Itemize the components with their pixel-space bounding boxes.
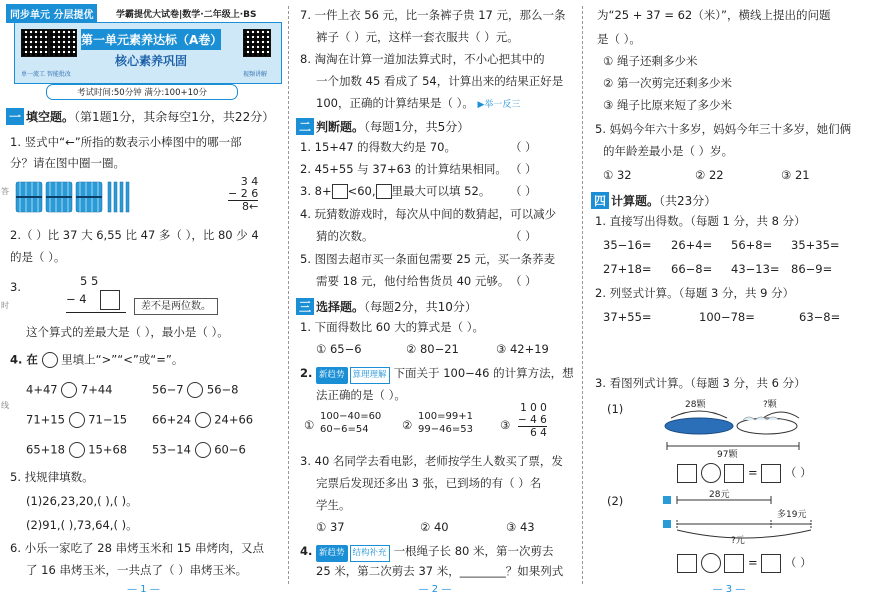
q6-line1: 6. 小乐一家吃了 28 串烤玉米和 15 串烤肉，又点 xyxy=(10,541,265,555)
calc-item[interactable]: 66−8= xyxy=(671,262,713,276)
qr-caption: 单一流工 智能批改 xyxy=(21,71,71,78)
extend-link[interactable]: ▶举一反三 xyxy=(477,100,521,110)
q4-circle-icon xyxy=(42,352,58,368)
compare-circle[interactable] xyxy=(195,442,211,458)
judge-4-line2: 猜的次数。 xyxy=(316,229,374,243)
section-title: 填空题。 xyxy=(26,110,75,124)
fig2-top-label: 28元 xyxy=(709,490,730,500)
topic-badge: 结构补充 xyxy=(350,545,390,562)
judge-5-line1: 5. 图图去超市买一条面包需要 25 元，买一条荞麦 xyxy=(300,252,556,266)
q7-line1: 7. 一件上衣 56 元，比一条裤子贵 17 元，那么一条 xyxy=(300,8,566,22)
calc-item[interactable]: 56+8= xyxy=(731,238,773,252)
q8-line1: 8. 淘淘在计算一道加法算式时，不小心把其中的 xyxy=(300,52,545,66)
calc-2-prompt: 2. 列竖式计算。（每题 3 分，共 9 分） xyxy=(595,286,795,300)
choice-2-option3: 1 0 0 − 4 6 6 4 xyxy=(518,402,547,439)
choice-mark[interactable]: ② xyxy=(402,418,413,432)
answer-paren[interactable]: （ ） xyxy=(510,140,537,154)
compare-circle[interactable] xyxy=(69,412,85,428)
fig2-right-label: 多19元 xyxy=(777,510,807,520)
fig2-bottom-label: ?元 xyxy=(731,536,745,546)
q6-line2: 了 16 串烤玉米，一共点了（ ）串烤玉米。 xyxy=(26,563,248,577)
choice-2-option2: 100=99+1 99−46=53 xyxy=(418,411,473,435)
compare-circle[interactable] xyxy=(61,382,77,398)
q4-row: 65+18 15+68 xyxy=(26,442,128,457)
header-panel xyxy=(14,22,282,84)
choice-option[interactable]: ③ 21 xyxy=(781,168,810,182)
q1-line1: 1. 竖式中“←”所指的数表示小棒图中的哪一部 xyxy=(10,135,242,149)
series-tag: 同步单元 分层提优 xyxy=(6,4,97,23)
unit-blank[interactable]: （ ） xyxy=(784,465,812,480)
q3-line: 这个算式的差最大是（ ），最小是（ ）。 xyxy=(26,325,229,339)
page-number: — 3 — xyxy=(712,584,746,595)
vertical-calc[interactable]: 63−8= xyxy=(799,310,841,324)
choice-3-line1: 3. 40 名同学去看电影，老师按学生人数买了票，发 xyxy=(300,454,563,468)
q8-line2: 一个加数 45 看成了 54，计算出来的结果正好是 xyxy=(316,74,564,88)
calc-item[interactable]: 43−13= xyxy=(731,262,780,276)
choice-option[interactable]: ① 绳子还剩多少米 xyxy=(603,54,698,68)
qr-code-icon[interactable] xyxy=(243,29,271,57)
exam-title: 第一单元素养达标（A卷） xyxy=(81,29,221,50)
column-divider xyxy=(288,6,289,584)
compare-circle[interactable] xyxy=(69,442,85,458)
page-2 xyxy=(290,0,580,599)
q2-line1: 2.（ ）比 37 大 6,55 比 47 多（ ），比 80 少 4 xyxy=(10,228,259,242)
choice-option[interactable]: ② 80−21 xyxy=(406,342,459,356)
q8-text: 100，正确的计算结果是（ ）。 xyxy=(316,96,474,110)
unit-blank[interactable]: （ ） xyxy=(784,555,812,570)
answer-box[interactable] xyxy=(677,464,697,483)
exam-info: 考试时间:50分钟 满分:100+10分 xyxy=(46,84,238,100)
judge-4-line1: 4. 玩猜数游戏时，每次从中间的数猜起，可以减少 xyxy=(300,207,557,221)
choice-option[interactable]: ② 第一次剪完还剩多少米 xyxy=(603,76,732,90)
calc-1-prompt: 1. 直接写出得数。（每题 1 分，共 8 分） xyxy=(595,214,806,228)
trend-badge: 新趋势 xyxy=(316,545,348,562)
fig1-left-label: 28颗 xyxy=(685,400,706,410)
page-number: — 1 — xyxy=(127,584,160,595)
calc-item[interactable]: 86−9= xyxy=(791,262,833,276)
series-name: 学霸提优大试卷|数学·二年级上·BS xyxy=(116,10,257,20)
calc-item[interactable]: 35−16= xyxy=(603,238,652,252)
compare-circle[interactable] xyxy=(195,412,211,428)
judge-1: 1. 15+47 的得数大约是 70。 xyxy=(300,140,456,154)
fig2-label: (2) xyxy=(607,494,624,508)
answer-paren[interactable]: （ ） xyxy=(510,229,537,243)
section-fill-blank xyxy=(6,108,274,125)
vert-mid: − 2 6 xyxy=(228,187,259,200)
q2-line2: 的是（ ）。 xyxy=(10,250,66,264)
q5-part2: (2)91,( ),73,64,( )。 xyxy=(26,518,138,532)
q5-prompt: 5. 找规律填数。 xyxy=(10,470,94,484)
choice-4-line4: 是（ ）。 xyxy=(597,32,641,46)
section-calculation xyxy=(591,192,716,209)
trend-badge: 新趋势 xyxy=(316,367,348,384)
choice-mark[interactable]: ③ xyxy=(500,418,511,432)
fig1-total-label: 97颗 xyxy=(717,450,738,460)
section-desc: （每题1分，共5分） xyxy=(364,120,470,134)
margin-mark: 时 xyxy=(1,301,9,310)
sticks-figure[interactable] xyxy=(14,178,224,218)
judge-2: 2. 45+55 与 37+63 的计算结果相同。 xyxy=(300,162,507,176)
equation-row: = （ ） xyxy=(677,553,812,573)
choice-option[interactable]: ① 32 xyxy=(603,168,632,182)
calc-3-prompt: 3. 看图列式计算。（每题 3 分，共 6 分） xyxy=(595,376,806,390)
q4-suffix: 里填上“>”“<”或“=”。 xyxy=(61,352,184,367)
fig1-label: (1) xyxy=(607,402,624,416)
margin-mark: 答 xyxy=(1,187,9,196)
q3-top-digits: 5 5 xyxy=(80,274,99,288)
calc-item[interactable]: 26+4= xyxy=(671,238,713,252)
choice-5-line2: 的年龄差最小是（ ）岁。 xyxy=(603,144,734,158)
choice-option[interactable]: ③ 43 xyxy=(506,520,535,534)
section-desc: （第1题1分，其余每空1分，共22分） xyxy=(74,110,275,124)
q3-box[interactable] xyxy=(100,290,120,310)
answer-box[interactable] xyxy=(724,464,744,483)
choice-mark[interactable]: ① xyxy=(304,418,315,432)
choice-2-line2: 法正确的是（ ）。 xyxy=(316,388,406,402)
q4-row: 53−14 60−6 xyxy=(152,442,246,457)
answer-box[interactable] xyxy=(724,554,744,573)
qr-caption: 视频讲解 xyxy=(243,71,268,78)
fig1-right-label: ?颗 xyxy=(763,400,777,410)
choice-2-line1: 2. 新趋势 算理理解 下面关于 100−46 的计算方法，想 xyxy=(300,366,574,384)
q7-line2: 裤子（ ）元，这样一套衣服共（ ）元。 xyxy=(316,30,519,44)
q3-number: 3. xyxy=(10,280,21,294)
section-title: 判断题。 xyxy=(316,120,365,134)
column-divider xyxy=(582,6,583,584)
q4-prompt xyxy=(10,352,183,368)
section-number: 一 xyxy=(6,108,24,125)
choice-option[interactable]: ② 40 xyxy=(420,520,449,534)
operator-circle[interactable] xyxy=(701,553,721,573)
choice-4-line1: 4. 新趋势 结构补充 一根绳子长 80 米，第一次剪去 xyxy=(300,544,554,562)
section-desc: （共23分） xyxy=(659,194,717,208)
qr-code-icon[interactable] xyxy=(49,29,77,57)
vertical-calc[interactable]: 37+55= xyxy=(603,310,652,324)
section-desc: （每题2分，共10分） xyxy=(364,300,477,314)
choice-option[interactable]: ② 22 xyxy=(695,168,724,182)
q4-row: 66+24 24+66 xyxy=(152,412,254,427)
exam-subtitle: 核心素养巩固 xyxy=(114,54,187,68)
vertical-calc[interactable]: 100−78= xyxy=(699,310,755,324)
section-number: 四 xyxy=(591,192,609,209)
choice-4-line3: 为“25 + 37 = 62（米）”，横线上提出的问题 xyxy=(597,8,831,22)
answer-box[interactable] xyxy=(677,554,697,573)
choice-4-line2: 25 米，第二次剪去 37 米，________？如果列式 xyxy=(316,564,564,578)
section-number: 二 xyxy=(296,118,314,135)
page-3 xyxy=(585,0,873,599)
section-choice xyxy=(296,298,477,315)
page-1 xyxy=(0,0,287,599)
exam-header xyxy=(6,4,284,98)
calc-item[interactable]: 35+35= xyxy=(791,238,840,252)
answer-box[interactable] xyxy=(761,464,781,483)
calc-item[interactable]: 27+18= xyxy=(603,262,652,276)
q4-row: 4+47 7+44 xyxy=(26,382,113,397)
q4-row: 71+15 71−15 xyxy=(26,412,128,427)
judge-5-line2: 需要 18 元，他付给售货员 40 元够。 xyxy=(316,274,510,288)
choice-1: 1. 下面得数比 60 大的算式是（ ）。 xyxy=(300,320,484,334)
q5-part1: (1)26,23,20,( ),( )。 xyxy=(26,494,138,508)
choice-option[interactable]: ① 37 xyxy=(316,520,345,534)
answer-paren[interactable]: （ ） xyxy=(510,274,537,288)
vert-top: 3 4 xyxy=(240,175,259,188)
q3-subtrahend: − 4 xyxy=(66,292,87,306)
compare-circle[interactable] xyxy=(187,382,203,398)
choice-option[interactable]: ③ 42+19 xyxy=(496,342,549,356)
choice-3-line2: 完票后发现还多出 3 张，已到场的有（ ）名 xyxy=(316,476,542,490)
page-number: — 2 — xyxy=(418,584,452,595)
blank-box[interactable] xyxy=(376,184,392,199)
choice-5-line1: 5. 妈妈今年六十多岁，妈妈今年三十多岁，她们俩 xyxy=(595,122,852,136)
q3-note: 差不是两位数。 xyxy=(134,298,218,315)
topic-badge: 算理理解 xyxy=(350,367,390,384)
equation-row: = （ ） xyxy=(677,463,812,483)
answer-paren[interactable]: （ ） xyxy=(510,162,537,176)
choice-option[interactable]: ③ 绳子比原来短了多少米 xyxy=(603,98,732,112)
q4-row: 56−7 56−8 xyxy=(152,382,239,397)
q8-line3 xyxy=(316,96,520,113)
section-true-false xyxy=(296,118,469,135)
q1-line2: 分？请在图中圈一圈。 xyxy=(10,156,125,170)
q4-prefix: 4. 在 xyxy=(10,352,38,367)
choice-3-line3: 学生。 xyxy=(316,498,351,512)
q1-vertical xyxy=(228,176,258,213)
section-number: 三 xyxy=(296,298,314,315)
choice-2-option1: 100−40=60 60−6=54 xyxy=(320,411,382,435)
blank-box[interactable] xyxy=(332,184,348,199)
answer-box[interactable] xyxy=(761,554,781,573)
q3-rule xyxy=(66,312,126,313)
answer-paren[interactable]: （ ） xyxy=(510,184,537,198)
qr-code-icon[interactable] xyxy=(21,29,49,57)
section-title: 选择题。 xyxy=(316,300,365,314)
choice-option[interactable]: ① 65−6 xyxy=(316,342,362,356)
section-title: 计算题。 xyxy=(611,194,660,208)
judge-3: 3. 8+ <60, 里最大可以填 52。 xyxy=(300,184,491,198)
margin-mark: 线 xyxy=(1,401,9,410)
vert-bottom: 8← xyxy=(242,200,259,213)
operator-circle[interactable] xyxy=(701,463,721,483)
